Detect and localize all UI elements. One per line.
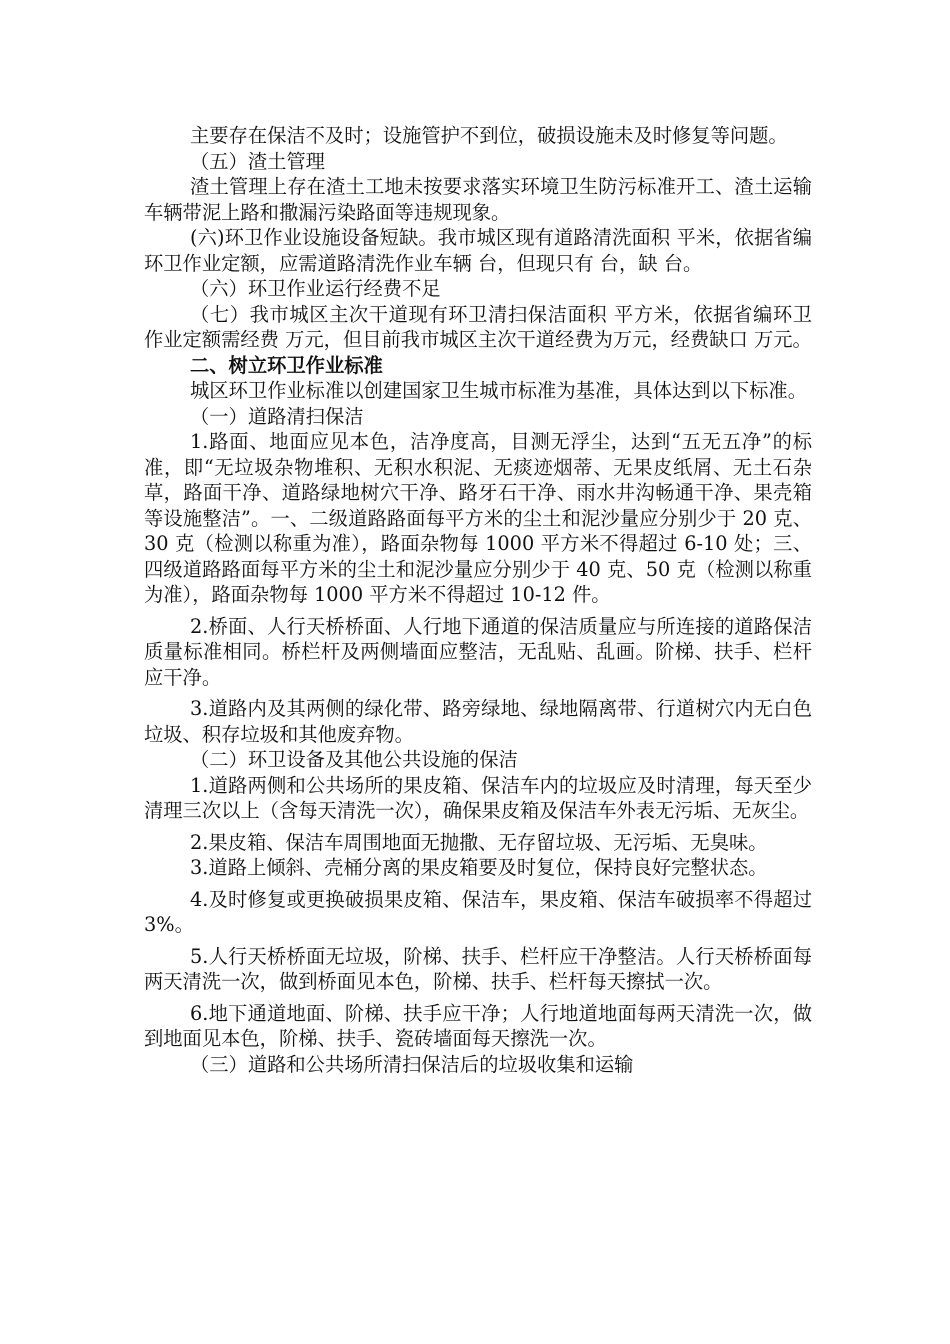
heading-road-cleaning: （一）道路清扫保洁 [190,404,364,428]
paragraph-facility-item-4: 4.及时修复或更换破损果皮箱、保洁车，果皮箱、保洁车破损率不得超过 3%。 [144,887,812,936]
paragraph-problems: 主要存在保洁不及时；设施管护不到位，破损设施未及时修复等问题。 [190,124,788,147]
paragraph-equipment-shortage: (六)环卫作业设施设备短缺。我市城区现有道路清洗面积 平米，依据省编环卫作业定额，应需道路清洗作业车辆 台，但现只有 台，缺 台。 [144,226,812,275]
paragraph-facility-item-5: 5.人行天桥桥面无垃圾，阶梯、扶手、栏杆应干净整洁。人行天桥桥面每两天清洗一次，做到桥面见本色，阶梯、扶手、栏杆每天擦拭一次。 [144,944,812,993]
paragraph-standards-intro: 城区环卫作业标准以创建国家卫生城市标准为基准，具体达到以下标准。 [190,379,807,402]
heading-facility-cleaning: （二）环卫设备及其他公共设施的保洁 [190,748,518,771]
paragraph-facility-item-2: 2.果皮箱、保洁车周围地面无抛撒、无存留垃圾、无污垢、无臭味。 [190,830,768,854]
paragraph-facility-item-3: 3.道路上倾斜、壳桶分离的果皮箱要及时复位，保持良好完整状态。 [190,856,768,879]
paragraph-funding-gap: （七）我市城区主次干道现有环卫清扫保洁面积 平方米，依据省编环卫作业定额需经费 万元，但目前我市城区主次干道经费为万元，经费缺口 万元。 [144,302,812,351]
heading-funding-shortage: （六）环卫作业运行经费不足 [190,277,441,300]
paragraph-facility-item-6: 6.地下通道地面、阶梯、扶手应干净；人行地道地面每两天清洗一次，做到地面见本色，阶梯、扶手、瓷砖墙面每天擦洗一次。 [144,1001,812,1050]
paragraph-road-item-3: 3.道路内及其两侧的绿化带、路旁绿地、绿地隔离带、行道树穴内无白色垃圾、积存垃圾和其他废弃物。 [144,697,812,746]
heading-waste-collection: （三）道路和公共场所清扫保洁后的垃圾收集和运输 [190,1052,634,1076]
heading-muck-management: （五）渣土管理 [190,149,325,173]
paragraph-muck-management: 渣土管理上存在渣土工地未按要求落实环境卫生防污标准开工、渣土运输车辆带泥上路和撒漏污染路面等违规现象。 [144,175,812,224]
document-body [144,123,812,1077]
paragraph-road-item-2: 2.桥面、人行天桥桥面、人行地下通道的保洁质量应与所连接的道路保洁质量标准相同。桥栏杆及两侧墙面应整洁，无乱贴、乱画。阶梯、扶手、栏杆应干净。 [144,614,812,689]
section-heading-standards: 二、树立环卫作业标准 [190,353,383,377]
paragraph-facility-item-1: 1.道路两侧和公共场所的果皮箱、保洁车内的垃圾应及时清理，每天至少清理三次以上（含每天清洗一次），确保果皮箱及保洁车外表无污垢、无灰尘。 [144,773,812,822]
paragraph-road-item-1: 1.路面、地面应见本色，洁净度高，目测无浮尘，达到“五无五净”的标准，即“无垃圾杂物堆积、无积水积泥、无痰迹烟蒂、无果皮纸屑、无土石杂草，路面干净、道路绿地树穴干净、路牙石干净、雨水井沟畅通干净、果壳箱等设施整洁”。一、二级道路路面每平方米的尘土和泥沙量应分别少于 20 克、30 克（检测以称重为准），路面杂物每 1000 平方米不得超过 6-10 处；三、四级道路路面每平方米的尘土和泥沙量应分别少于 40 克、50 克（检测以称重为准），路面杂物每 1000 平方米不得超过 10-12 件。 [144,430,812,606]
